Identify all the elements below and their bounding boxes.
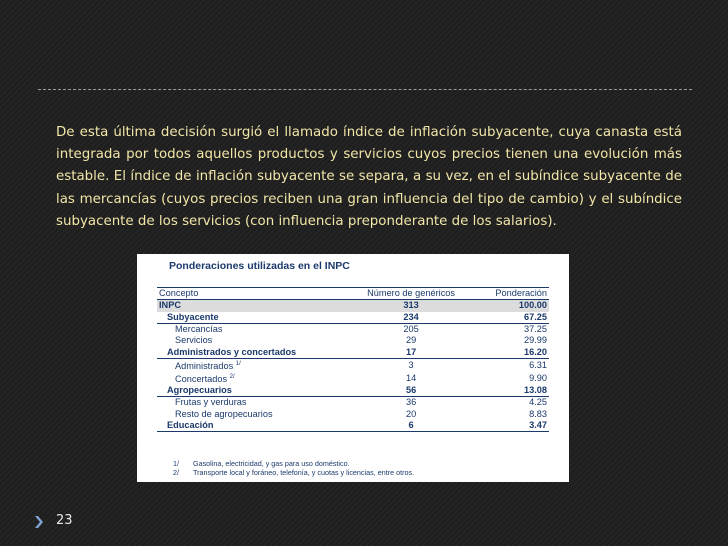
cell-ponderacion: 9.90 <box>529 372 547 383</box>
cell-ponderacion: 16.20 <box>473 346 549 358</box>
figure-title: Ponderaciones utilizadas en el INPC <box>169 260 350 272</box>
footnote-mark: 1/ <box>235 360 241 367</box>
cell-ponderacion: 67.25 <box>473 312 549 324</box>
cell-concepto: Servicios <box>175 335 213 346</box>
note-line <box>173 459 414 468</box>
cell-numero: 20 <box>405 408 417 419</box>
chevron-right-icon <box>34 515 44 529</box>
header-ponderacion: Ponderación <box>473 288 549 300</box>
table-row <box>157 335 549 346</box>
footnote-mark: 2/ <box>229 373 235 380</box>
cell-numero: 17 <box>349 346 474 358</box>
cell-numero: 6 <box>349 420 474 432</box>
cell-concepto <box>157 372 349 385</box>
concepto-text: Concertados <box>175 373 228 384</box>
note-text: Gasolina, electricidad, y gas para uso doméstico. <box>193 459 350 468</box>
cell-ponderacion: 13.08 <box>473 385 549 397</box>
cell-ponderacion: 3.47 <box>473 420 549 432</box>
cell-numero: 14 <box>405 372 417 383</box>
table-header-row <box>157 288 549 300</box>
cell-ponderacion: 8.83 <box>529 408 547 419</box>
cell-concepto: Frutas y verduras <box>175 397 247 408</box>
cell-concepto: Educación <box>157 420 349 432</box>
note-mark: 1/ <box>173 459 179 468</box>
cell-ponderacion: 29.99 <box>524 335 547 346</box>
cell-concepto: INPC <box>157 300 349 312</box>
cell-numero: 313 <box>349 300 474 312</box>
cell-numero: 29 <box>405 335 417 346</box>
cell-ponderacion: 100.00 <box>473 300 549 312</box>
cell-concepto: Agropecuarios <box>157 385 349 397</box>
cell-numero: 3 <box>408 359 414 370</box>
divider-line <box>38 89 692 90</box>
inpc-weights-figure <box>137 254 569 482</box>
cell-concepto: Resto de agropecuarios <box>175 408 273 419</box>
cell-numero: 234 <box>349 312 474 324</box>
weights-table <box>157 287 549 432</box>
table-row <box>157 300 549 312</box>
cell-concepto <box>157 358 349 372</box>
page-number: 23 <box>56 513 73 528</box>
cell-numero: 36 <box>405 397 417 408</box>
note-text: Transporte local y foráneo, telefonía, y cuotas y licencias, entre otros. <box>193 468 415 478</box>
table-row <box>157 346 549 358</box>
body-paragraph: De esta última decisión surgió el llamado índice de inflación subyacente, cuya canasta está integrada por todos aquellos productos y servicios cuyos precios tienen una evolución más estable. El índice de inflación subyacente se separa, a su vez, en el subíndice subyacente de las mercancías (cuyos precios reciben una gran influencia del tipo de cambio) y el subíndice subyacente de los servicios (con influencia preponderante de los salarios). <box>56 125 682 229</box>
cell-numero: 205 <box>403 324 419 335</box>
cell-ponderacion: 6.31 <box>529 359 547 370</box>
cell-concepto: Administrados y concertados <box>157 346 349 358</box>
figure-notes <box>173 459 414 478</box>
cell-concepto: Subyacente <box>157 312 349 324</box>
table-row <box>157 420 549 432</box>
note-mark: 2/ <box>173 468 179 478</box>
concepto-text: Administrados <box>175 360 234 371</box>
table-row <box>157 358 549 372</box>
table-row <box>157 323 549 335</box>
cell-ponderacion: 4.25 <box>529 397 547 408</box>
header-numero: Número de genéricos <box>349 288 474 300</box>
cell-ponderacion: 37.25 <box>524 324 547 335</box>
table-row <box>157 397 549 409</box>
header-concepto: Concepto <box>157 288 349 300</box>
table-row <box>157 385 549 397</box>
cell-concepto: Mercancías <box>175 324 223 335</box>
table-row <box>157 372 549 385</box>
table-row <box>157 312 549 324</box>
note-line <box>173 468 414 477</box>
table-row <box>157 408 549 419</box>
cell-numero: 56 <box>349 385 474 397</box>
